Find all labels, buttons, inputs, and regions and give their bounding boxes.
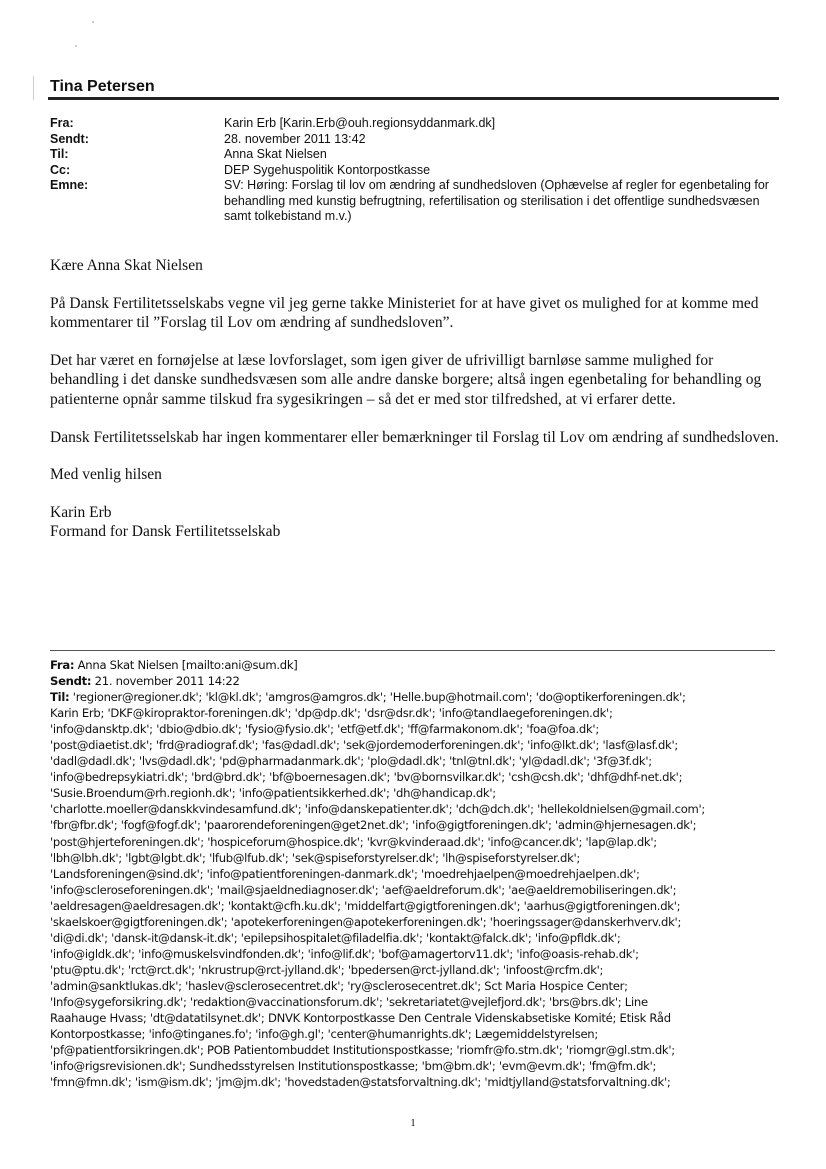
forwarded-from-label: Fra: (50, 658, 75, 672)
forwarded-from-value: Anna Skat Nielsen [mailto:ani@sum.dk] (77, 658, 298, 672)
forwarded-divider (50, 650, 775, 651)
recipient-line: 'lbh@lbh.dk'; 'lgbt@lgbt.dk'; 'lfub@lfub.dk'; 'sek@spiseforstyrelser.dk'; 'lh@spiseforstyrelser.dk'; (50, 850, 581, 865)
body-paragraph: På Dansk Fertilitetsselskabs vegne vil jeg gerne takke Ministeriet for at have givet os mulighed for at komme med kommentarer til ”Forslag til Lov om ændring af sundhedsloven”. (50, 294, 759, 332)
body-paragraph: Det har været en fornøjelse at læse lovforslaget, som igen giver de ufrivilligt barnløse samme mulighed for behandling i det danske sundhedsvæsen som alle andre danske borgere; altså ingen egenbetaling for behandling og patienterne opnår samme tilskud fra sygesikringen – så det er med stor tilfredshed, at vi erfarer dette. (50, 351, 762, 408)
recipient-line: 'dadl@dadl.dk'; 'lvs@dadl.dk'; 'pd@pharmadanmark.dk'; 'plo@dadl.dk'; 'tnl@tnl.dk'; 'yl@dadl.dk'; '3f@3f.dk'; (50, 754, 652, 769)
forwarded-sent-value: 21. november 2011 14:22 (94, 674, 240, 689)
recipient-line: 'charlotte.moeller@danskkvindesamfund.dk'; 'info@danskepatienter.dk'; 'dch@dch.dk'; 'hellekoldnielsen@gmail.com'; (50, 802, 706, 817)
recipient-line: 'info@bedrepsykiatri.dk'; 'brd@brd.dk'; 'bf@boernesagen.dk'; 'bv@bornsvilkar.dk'; 'csh@csh.dk'; 'dhf@dhf-net.dk'; (50, 770, 683, 785)
header-value: SV: Høring: Forslag til lov om ændring af sundhedsloven (Ophævelse af regler for egenbetaling for behandling med kunstig befrugtning, refertilisation og sterilisation i det offentlige sundhedsvæsen samt tolkebistand m.v.) (224, 178, 769, 223)
recipient-line: 'info@rigsrevisionen.dk'; Sundhedsstyrelsen Institutionspostkasse; 'bm@bm.dk'; 'evm@evm.dk'; 'fm@fm.dk'; (50, 1059, 657, 1074)
recipient-line: Kontorpostkasse; 'info@tinganes.fo'; 'info@gh.gl'; 'center@humanrights.dk'; Lægemiddelstyrelsen; (50, 1027, 598, 1042)
recipient-line: 'fbr@fbr.dk'; 'fogf@fogf.dk'; 'paarorendeforeningen@get2net.dk'; 'info@gigtforeningen.dk'; 'admin@hjernesagen.dk'; (50, 818, 697, 833)
recipient-line: 'ptu@ptu.dk'; 'rct@rct.dk'; 'nkrustrup@rct-jylland.dk'; 'bpedersen@rct-jylland.dk'; 'infoost@rcfm.dk'; (50, 962, 604, 977)
recipient-line: 'skaelskoer@gigtforeningen.dk'; 'apotekerforeningen@apotekerforeningen.dk'; 'hoeringssager@danskerhverv.dk'; (50, 914, 682, 929)
forwarded-to-label: Til: (50, 690, 70, 705)
closing: Med venlig hilsen (50, 466, 162, 484)
page-number: 1 (410, 1117, 416, 1129)
scan-speck (92, 21, 94, 23)
recipient-line: 'Susie.Broendum@rh.regionh.dk'; 'info@patientsikkerhed.dk'; 'dh@handicap.dk'; (50, 786, 496, 801)
recipient-line: 'di@di.dk'; 'dansk-it@dansk-it.dk'; 'epilepsihospitalet@filadelfia.dk'; 'kontakt@falck.dk'; 'info@pfldk.dk'; (50, 930, 621, 945)
forwarded-recipients (50, 689, 780, 1090)
header-value: DEP Sygehuspolitik Kontorpostkasse (224, 162, 431, 177)
author-divider (48, 97, 779, 100)
scan-mark (33, 76, 34, 100)
recipient-line: 'pf@patientforsikringen.dk'; POB Patientombuddet Institutionspostkasse; 'riomfr@fo.stm.dk'; 'riomgr@gl.stm.dk'; (50, 1043, 675, 1058)
header-label: Emne: (50, 178, 89, 192)
greeting: Kære Anna Skat Nielsen (50, 257, 203, 274)
forwarded-message (50, 657, 780, 1090)
header-label: Cc: (50, 162, 71, 177)
recipient-line: 'info@dansktp.dk'; 'dbio@dbio.dk'; 'fysio@fysio.dk'; 'etf@etf.dk'; 'ff@farmakonom.dk'; 'foa@foa.dk'; (50, 722, 599, 737)
recipient-line: Karin Erb; 'DKF@kiropraktor-foreningen.dk'; 'dp@dp.dk'; 'dsr@dsr.dk'; 'info@tandlaegeforeningen.dk'; (50, 706, 613, 721)
recipient-line: 'Landsforeningen@sind.dk'; 'info@patientforeningen-danmark.dk'; 'moedrehjaelpen@moedrehjaelpen.dk'; (50, 866, 640, 881)
recipient-line: 'aeldresagen@aeldresagen.dk'; 'kontakt@cfh.ku.dk'; 'middelfart@gigtforeningen.dk'; 'aarhus@gigtforeningen.dk'; (50, 898, 681, 913)
recipient-line: 'info@scleroseforeningen.dk'; 'mail@sjaeldnediagnoser.dk'; 'aef@aeldreforum.dk'; 'ae@aeldremobiliseringen.dk'; (50, 882, 677, 897)
forwarded-sent-label: Sendt: (50, 674, 92, 689)
email-header (50, 116, 780, 225)
recipient-text: 'regioner@regioner.dk'; 'kl@kl.dk'; 'amgros@amgros.dk'; 'Helle.bup@hotmail.com'; 'do@optikerforeningen.dk'; (72, 690, 686, 705)
header-row-cc (50, 163, 780, 179)
header-label: Til: (50, 147, 69, 161)
author-name: Tina Petersen (50, 78, 155, 95)
recipient-line: Raahauge Hvass; 'dt@datatilsynet.dk'; DNVK Kontorpostkasse Den Centrale Videnskabsetiske Komité; Etisk Råd (50, 1011, 671, 1026)
scan-speck (75, 45, 77, 47)
header-row-from (50, 116, 780, 132)
header-value: Karin Erb [Karin.Erb@ouh.regionsyddanmark.dk] (224, 116, 496, 130)
forwarded-from-row (50, 657, 780, 673)
recipient-line: 'post@diaetist.dk'; 'frd@radiograf.dk'; 'fas@dadl.dk'; 'sek@jordemoderforeningen.dk'; 'info@lkt.dk'; 'lasf@lasf.dk'; (50, 738, 678, 753)
recipient-line: 'fmn@fmn.dk'; 'ism@ism.dk'; 'jm@jm.dk'; 'hovedstaden@statsforvaltning.dk'; 'midtjylland@statsforvaltning.dk'; (50, 1075, 671, 1090)
header-value: 28. november 2011 13:42 (224, 131, 366, 146)
signature-title: Formand for Dansk Fertilitetsselskab (50, 523, 281, 541)
header-row-sent (50, 132, 780, 148)
header-row-subject (50, 178, 780, 225)
signature-name: Karin Erb (50, 503, 112, 521)
header-label: Sendt: (50, 131, 89, 146)
header-value: Anna Skat Nielsen (224, 147, 327, 161)
recipient-line: 'Info@sygeforsikring.dk'; 'redaktion@vaccinationsforum.dk'; 'sekretariatet@vejlefjord.dk'; 'brs@brs.dk'; Line (50, 994, 648, 1009)
header-row-to (50, 147, 780, 163)
recipient-line (50, 689, 780, 705)
header-label: Fra: (50, 116, 74, 130)
recipient-line: 'admin@sanktlukas.dk'; 'haslev@sclerosecentret.dk'; 'ry@sclerosecentret.dk'; Sct Maria Hospice Center; (50, 978, 628, 993)
forwarded-sent-row (50, 673, 780, 689)
recipient-line: 'post@hjerteforeningen.dk'; 'hospiceforum@hospice.dk'; 'kvr@kvinderaad.dk'; 'info@cancer.dk'; 'lap@lap.dk'; (50, 834, 657, 849)
body-paragraph: Dansk Fertilitetsselskab har ingen kommentarer eller bemærkninger til Forslag til Lov om ændring af sundhedsloven. (50, 428, 779, 446)
recipient-line: 'info@igldk.dk'; 'info@muskelsvindfonden.dk'; 'info@lif.dk'; 'bof@amagertorv11.dk'; 'info@oasis-rehab.dk'; (50, 946, 639, 961)
email-body (50, 256, 785, 542)
